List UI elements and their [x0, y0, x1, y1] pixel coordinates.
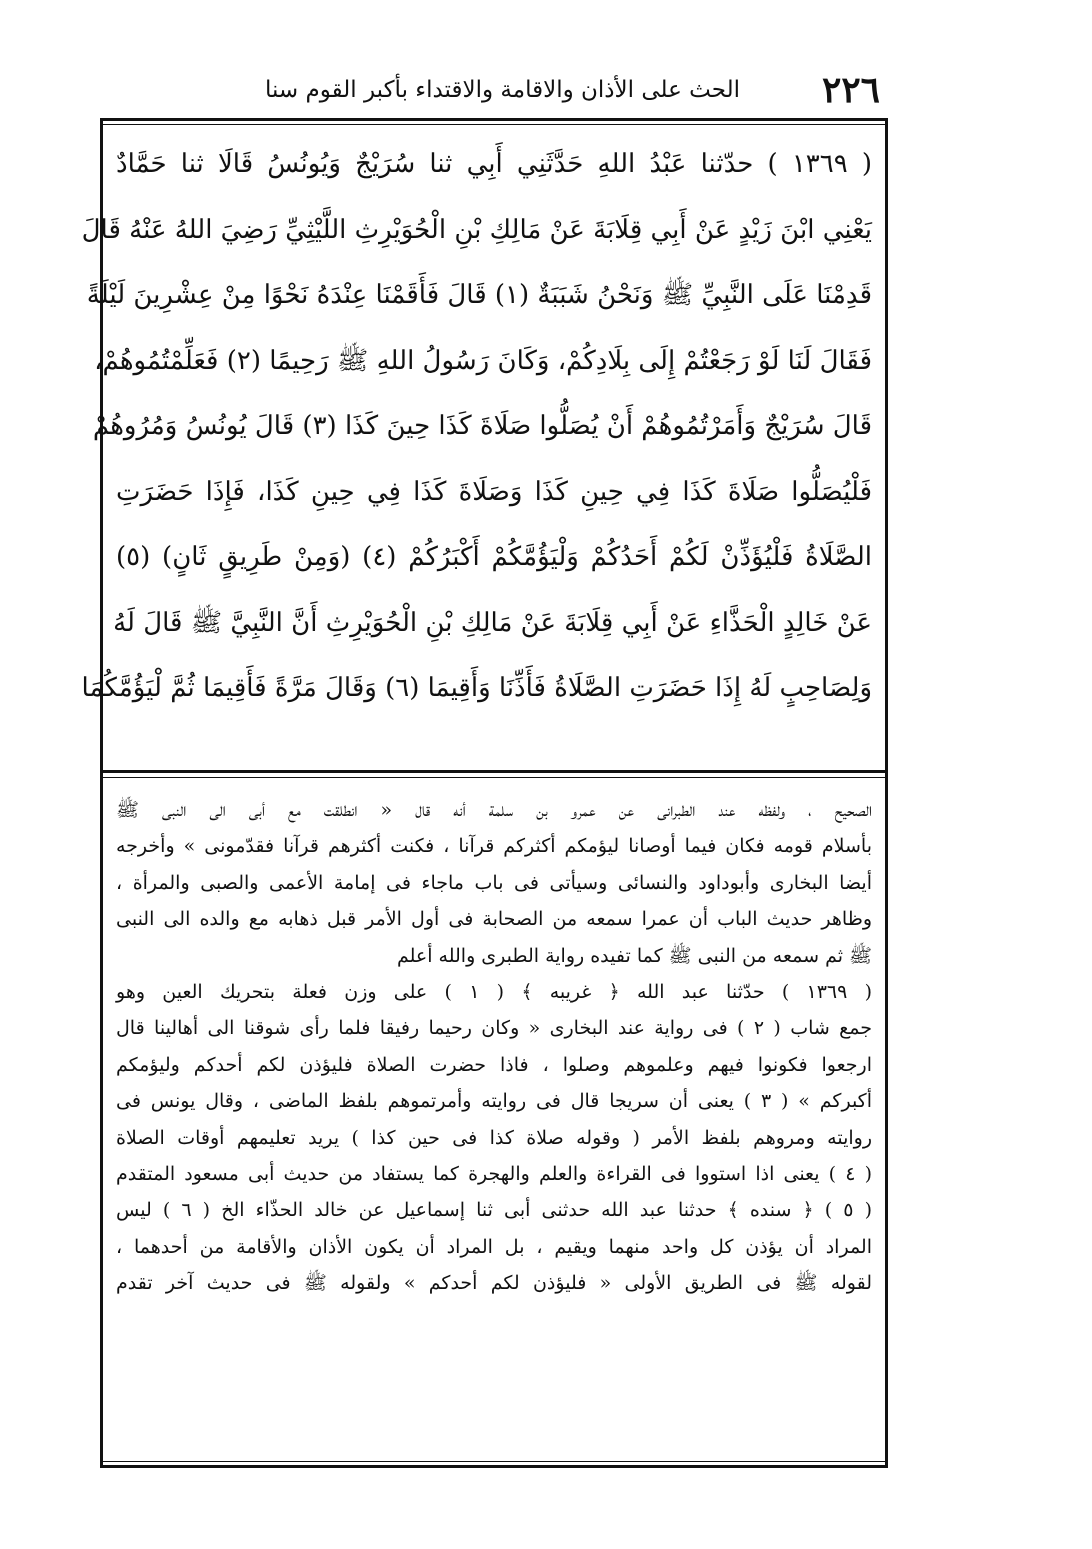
- bottom-rule-thin: [100, 1461, 888, 1462]
- text-line: ( ١٣٦٩ ) حدّثنا عَبْدُ اللهِ حَدَّثَنِي أَبِي ثنا سُرَيْجٌ وَيُونُسُ قَالَا ثنا حَمَّادٌ: [116, 149, 872, 179]
- footnote-line: روايته ومروهم بلفظ الأمر ( وقوله صلاة كذا فى حين كذا ) يريد تعليمهم أوقات الصلاة: [116, 1126, 872, 1149]
- hadith-text: [81, 132, 872, 732]
- footnote-line: ( ١٣٦٩ ) حدّثنا عبد الله ﴿ غريبه ﴾ ( ١ ) على وزن فعلة بتحريك العين وهو: [116, 980, 872, 1003]
- top-rule-thick: [100, 118, 888, 121]
- footnote-line: جمع شاب ( ٢ ) فى رواية عند البخارى « وكان رحيما رفيقا فلما رأى شوقنا الى أهالينا قال: [116, 1017, 872, 1040]
- footnote-line: أيضا البخارى وأبوداود والنسائى وسيأتى فى باب ماجاء فى إمامة الأعمى والصبى والمرأة ،: [116, 871, 872, 894]
- footnote-line: لقوله ﷺ فى الطريق الأولى « فليؤذن لكم أحدكم » ولقوله ﷺ فى حديث آخر تقدم: [116, 1272, 872, 1295]
- text-line: يَعْنِي ابْنَ زَيْدٍ عَنْ أَبِي قِلَابَةَ عَنْ مَالِكِ بْنِ الْحُوَيْرِثِ اللَّيْثِيِّ رَضِيَ اللهُ عَنْهُ قَالَ: [81, 214, 872, 245]
- bottom-rule-thick: [100, 1465, 888, 1468]
- text-line: فَقَالَ لَنَا لَوْ رَجَعْتُمْ إِلَى بِلَادِكُمْ، وَكَانَ رَسُولُ اللهِ ﷺ رَحِيمًا (٢) فَعَلِّمْتُمُوهُمْ،: [94, 345, 872, 376]
- text-line: وَلِصَاحِبٍ لَهُ إِذَا حَضَرَتِ الصَّلَاةُ فَأَذِّنَا وَأَقِيمَا (٦) وَقَالَ مَرَّةً فَأَقِيمَا ثُمَّ لْيَؤُمَّكُمَا: [81, 673, 872, 703]
- footnote-line: وظاهر حديث الباب أن عمرا سمعه من الصحابة فى أول الأمر قبل ذهابه مع والده الى النبى: [116, 908, 872, 931]
- footnote-line: ( ٥ ) ﴿ سنده ﴾ حدثنا عبد الله حدثنى أبى ثنا إسماعيل عن خالد الحذّاء الخ ( ٦ ) ليس: [116, 1199, 872, 1222]
- text-line: عَنْ خَالِدٍ الْحَذَّاءِ عَنْ أَبِي قِلَابَةَ عَنْ مَالِكِ بْنِ الْحُوَيْرِثِ أَنَّ النَّبِيَّ ﷺ قَالَ لَهُ: [113, 607, 872, 638]
- page-header: [100, 68, 880, 112]
- footnote-line: المراد أن يؤذن كل واحد منهما ويقيم ، بل المراد أن يكون الأذان والأقامة من أحدهما ،: [116, 1235, 872, 1258]
- frame-right-border: [885, 118, 888, 1468]
- text-line: قَالَ سُرَيْجٌ وَأَمَرْتُمُوهُمْ أَنْ يُصَلُّوا صَلَاةَ كَذَا حِينَ كَذَا (٣) قَالَ يُونُسُ وَمُرُوهُمْ: [92, 411, 872, 441]
- separator-rule-thick: [100, 770, 888, 773]
- top-rule-thin: [100, 124, 888, 125]
- running-title: الحث على الأذان والاقامة والاقتداء بأكبر القوم سنا: [264, 77, 740, 103]
- page-number: ٢٢٦: [821, 69, 880, 111]
- text-line: قَدِمْنَا عَلَى النَّبِيِّ ﷺ وَنَحْنُ شَبَبَةٌ (١) قَالَ فَأَقَمْنَا عِنْدَهُ نَحْوًا مِنْ عِشْرِينَ لَيْلَةً: [86, 280, 872, 310]
- footnote-line: بأسلام قومه فكان فيما أوصانا ليؤمكم أكثركم قرآنا ، فكنت أكثرهم قرآنا فقدّمونى » وأخرجه: [116, 835, 872, 858]
- text-line: فَلْيُصَلُّوا صَلَاةَ كَذَا فِي حِينِ كَذَا وَصَلَاةَ كَذَا فِي حِينِ كَذَا، فَإِذَا حَضَرَتِ: [116, 476, 872, 507]
- footnote-line: أكبركم » ( ٣ ) يعنى أن سريجا قال فى روايته وأمرتموهم بلفظ الماضى ، وقال يونس فى: [116, 1090, 872, 1113]
- footnote-line: ﷺ ثم سمعه من النبى ﷺ كما تفيده رواية الطبرى والله أعلم: [396, 944, 872, 967]
- footnote-line: ارجعوا فكونوا فيهم وعلموهم وصلوا ، فاذا حضرت الصلاة فليؤذن لكم أحدكم وليؤمكم: [116, 1053, 872, 1076]
- footnote-line: ( ٤ ) يعنى اذا استووا فى القراءة والعلم والهجرة كما يستفاد من حديث أبى مسعود المتقدم: [116, 1162, 873, 1185]
- footnotes: [116, 792, 872, 1452]
- separator-rule-thin: [100, 777, 888, 778]
- footnote-line: الصحيح ، ولفظه عند الطبرانى عن عمرو بن سلمة أنه قال « انطلقت مع أبى الى النبى ﷺ: [116, 799, 872, 821]
- text-line: الصَّلَاةُ فَلْيُؤَذِّنْ لَكُمْ أَحَدُكُمْ وَلْيَؤُمَّكُمْ أَكْبَرُكُمْ (٤) (وَمِنْ طَرِيقٍ ثَانٍ) (٥): [116, 542, 872, 572]
